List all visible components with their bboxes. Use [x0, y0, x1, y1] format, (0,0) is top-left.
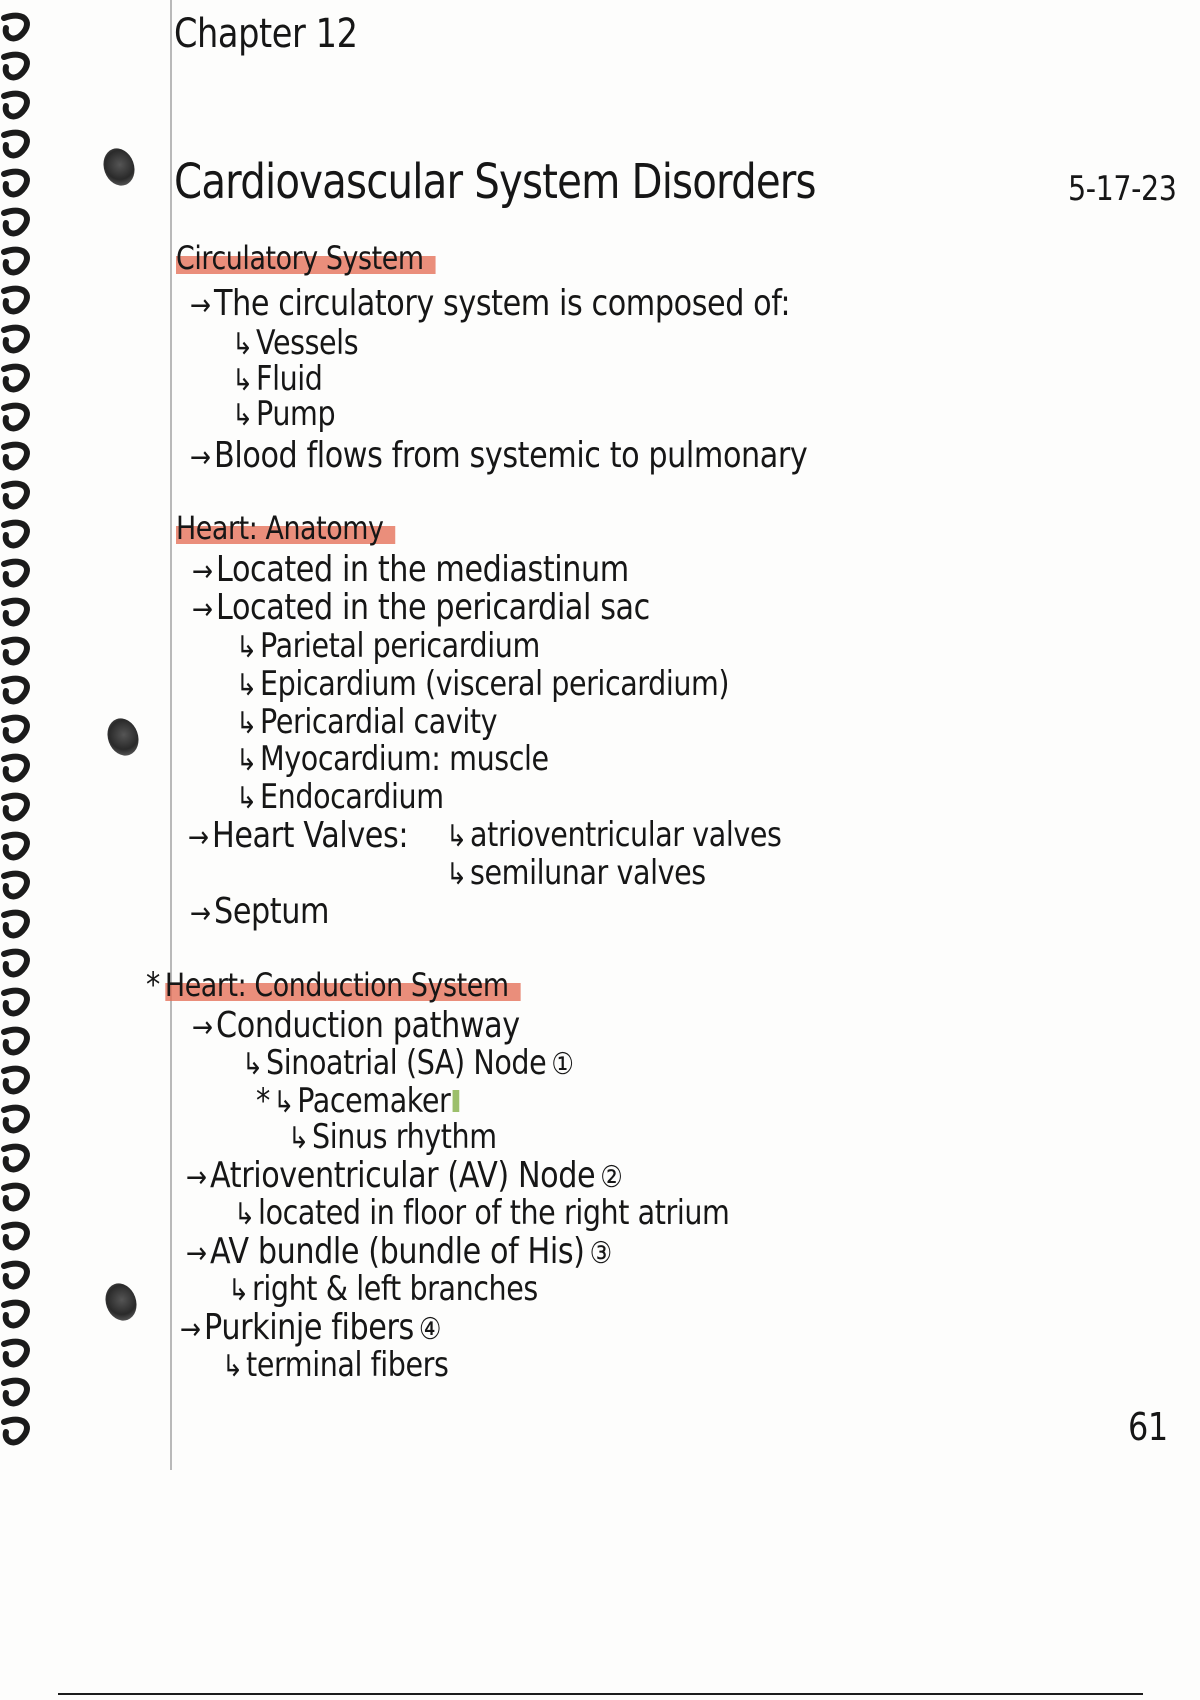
spiral-coil [4, 757, 27, 780]
arrow-icon: → [190, 440, 211, 475]
spiral-coil [4, 874, 27, 897]
spiral-binding [0, 0, 40, 1460]
av-location-line [234, 1193, 730, 1233]
septum-text: Septum [214, 891, 330, 932]
semilunar-line [446, 853, 706, 893]
av-valves-line [446, 815, 782, 855]
anatomy-heading-text: Heart: Anatomy [176, 509, 395, 547]
spiral-coil [4, 367, 27, 390]
section-heading-anatomy [176, 509, 395, 547]
arrow-icon: → [192, 554, 213, 589]
spiral-coil [4, 1264, 27, 1287]
arrow-icon: → [192, 592, 213, 627]
sub-arrow-icon: ↳ [228, 1273, 249, 1308]
section-heading-circulatory [176, 239, 435, 277]
spiral-coil [4, 835, 27, 858]
sa-node-line [242, 1043, 574, 1083]
spiral-coil [4, 94, 27, 117]
fluid-text: Fluid [256, 359, 323, 399]
epicardium-text: Epicardium (visceral pericardium) [260, 664, 730, 704]
spiral-coil [4, 16, 27, 39]
spiral-coil [4, 1420, 27, 1443]
pacemaker-line [256, 1081, 460, 1121]
page-number: 61 [1128, 1405, 1168, 1449]
punch-hole-top [98, 144, 139, 190]
step-number-1: ① [551, 1047, 574, 1082]
sub-arrow-icon: ↳ [236, 668, 257, 703]
epicardium-line [236, 664, 730, 704]
arrow-icon: → [188, 820, 209, 855]
blood-flow-text: Blood flows from systemic to pulmonary [214, 435, 808, 476]
green-highlight-mark [453, 1090, 460, 1112]
spiral-coil [4, 952, 27, 975]
bottom-rule [58, 1693, 1143, 1695]
av-bundle-line [186, 1231, 612, 1272]
endocardium-text: Endocardium [260, 777, 444, 817]
sub-arrow-icon: ↳ [273, 1085, 294, 1120]
sub-arrow-icon: ↳ [232, 398, 253, 433]
spiral-coil [4, 289, 27, 312]
spiral-coil [4, 250, 27, 273]
sinus-rhythm-text: Sinus rhythm [312, 1117, 497, 1157]
margin-line [170, 0, 172, 1470]
av-node-line [186, 1155, 623, 1196]
pericardial-cavity-line [236, 702, 498, 742]
sub-arrow-icon: ↳ [446, 857, 467, 892]
av-valves-text: atrioventricular valves [470, 815, 782, 855]
vessels-line [232, 323, 359, 363]
spiral-coil [4, 562, 27, 585]
pump-line [232, 394, 336, 434]
branches-line [228, 1269, 538, 1309]
sub-arrow-icon: ↳ [446, 819, 467, 854]
pericardial-sac-text: Located in the pericardial sac [216, 587, 650, 628]
sinus-rhythm-line [288, 1117, 497, 1157]
spiral-coil [4, 1069, 27, 1092]
sub-arrow-icon: ↳ [236, 630, 257, 665]
mediastinum-text: Located in the mediastinum [216, 549, 629, 590]
page-title: Cardiovascular System Disorders [174, 154, 816, 210]
sa-node-text: Sinoatrial (SA) Node [266, 1043, 547, 1083]
parietal-text: Parietal pericardium [260, 626, 540, 666]
pump-text: Pump [256, 394, 336, 434]
sub-arrow-icon: ↳ [236, 743, 257, 778]
page-date: 5-17-23 [1068, 169, 1177, 209]
punch-hole-bottom [100, 1279, 141, 1325]
pericardial-sac-line [192, 587, 650, 628]
sub-arrow-icon: ↳ [232, 327, 253, 362]
mediastinum-line [192, 549, 629, 590]
arrow-icon: → [190, 288, 211, 323]
step-number-2: ② [600, 1160, 623, 1195]
spiral-coil [4, 133, 27, 156]
terminal-fibers-text: terminal fibers [246, 1345, 449, 1385]
circulatory-composed-text: The circulatory system is composed of: [214, 283, 791, 324]
terminal-fibers-line [222, 1345, 449, 1385]
star-icon: * [256, 1081, 270, 1121]
sub-arrow-icon: ↳ [232, 363, 253, 398]
star-icon: * [146, 965, 160, 1005]
spiral-coil [4, 55, 27, 78]
punch-hole-middle [102, 714, 143, 760]
spiral-coil [4, 718, 27, 741]
endocardium-line [236, 777, 444, 817]
semilunar-text: semilunar valves [470, 853, 706, 893]
spiral-coil [4, 1147, 27, 1170]
purkinje-line [180, 1307, 442, 1348]
sub-arrow-icon: ↳ [288, 1121, 309, 1156]
conduction-heading-text: Heart: Conduction System [165, 966, 520, 1004]
conduction-pathway-line [192, 1005, 520, 1046]
spiral-coil [4, 172, 27, 195]
spiral-coil [4, 1186, 27, 1209]
spiral-coil [4, 991, 27, 1014]
spiral-coil [4, 523, 27, 546]
sub-arrow-icon: ↳ [236, 706, 257, 741]
spiral-coil [4, 328, 27, 351]
arrow-icon: → [192, 1010, 213, 1045]
spiral-coil [4, 1303, 27, 1326]
pacemaker-text: Pacemaker [297, 1081, 451, 1121]
spiral-coil [4, 406, 27, 429]
sub-arrow-icon: ↳ [242, 1047, 263, 1082]
av-node-text: Atrioventricular (AV) Node [210, 1155, 596, 1196]
myocardium-text: Myocardium: muscle [260, 739, 549, 779]
fluid-line [232, 359, 323, 399]
step-number-4: ④ [418, 1312, 442, 1347]
spiral-coil [4, 1108, 27, 1131]
blood-flow-line [190, 435, 808, 476]
spiral-coil [4, 1225, 27, 1248]
av-location-text: located in floor of the right atrium [258, 1193, 730, 1233]
parietal-line [236, 626, 540, 666]
sub-arrow-icon: ↳ [234, 1197, 255, 1232]
av-bundle-text: AV bundle (bundle of His) [210, 1231, 585, 1272]
spiral-coil [4, 1030, 27, 1053]
spiral-coil [4, 679, 27, 702]
circulatory-composed-line [190, 283, 791, 324]
branches-text: right & left branches [252, 1269, 538, 1309]
section-heading-conduction [146, 965, 520, 1005]
heart-valves-label: Heart Valves: [212, 815, 409, 856]
purkinje-text: Purkinje fibers [204, 1307, 414, 1348]
spiral-coil [4, 1381, 27, 1404]
spiral-coil [4, 640, 27, 663]
spiral-coil [4, 796, 27, 819]
circulatory-heading-text: Circulatory System [176, 239, 435, 277]
septum-line [190, 891, 330, 932]
conduction-pathway-text: Conduction pathway [216, 1005, 520, 1046]
spiral-coil [4, 445, 27, 468]
pericardial-cavity-text: Pericardial cavity [260, 702, 498, 742]
myocardium-line [236, 739, 549, 779]
arrow-icon: → [186, 1236, 207, 1271]
sub-arrow-icon: ↳ [222, 1349, 243, 1384]
chapter-label: Chapter 12 [174, 11, 358, 57]
sub-arrow-icon: ↳ [236, 781, 257, 816]
spiral-coil [4, 211, 27, 234]
arrow-icon: → [186, 1160, 207, 1195]
arrow-icon: → [190, 896, 211, 931]
heart-valves-line [188, 815, 409, 856]
step-number-3: ③ [589, 1236, 612, 1271]
spiral-coil [4, 484, 27, 507]
spiral-coil [4, 1342, 27, 1365]
spiral-coil [4, 601, 27, 624]
arrow-icon: → [180, 1312, 201, 1347]
spiral-coil [4, 913, 27, 936]
vessels-text: Vessels [256, 323, 359, 363]
